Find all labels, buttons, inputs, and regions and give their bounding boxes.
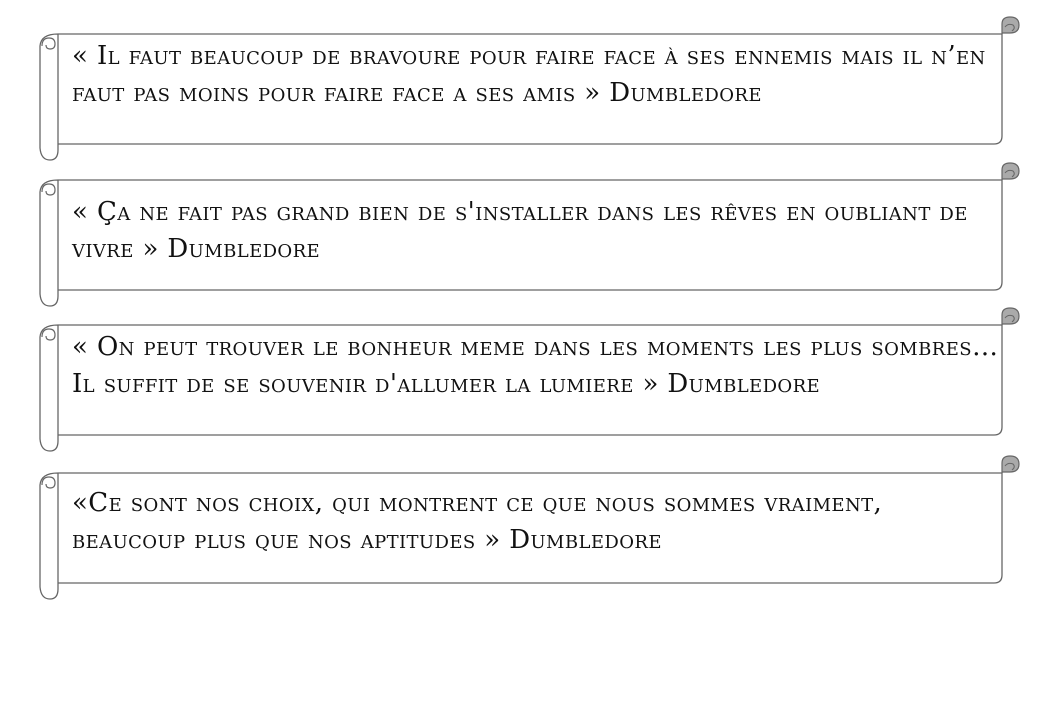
quote-scroll-2 bbox=[38, 162, 1022, 308]
quote-scroll-4 bbox=[38, 455, 1022, 601]
quote-text-2: « Ça ne fait pas grand bien de s'installer dans les rêves en oubliant de vivre » Dumbledore bbox=[72, 197, 968, 264]
quote-text-1: « Il faut beaucoup de bravoure pour faire face à ses ennemis mais il n’en faut pas moins pour faire face a ses amis » Dumbledore bbox=[72, 41, 986, 108]
quote-scroll-1 bbox=[38, 16, 1022, 162]
quote-text-4: «Ce sont nos choix, qui montrent ce que nous sommes vraiment, beaucoup plus que nos aptitudes » Dumbledore bbox=[72, 488, 883, 555]
quote-text-3: « On peut trouver le bonheur meme dans les moments les plus sombres… Il suffit de se souvenir d'allumer la lumiere » Dumbledore bbox=[72, 332, 999, 399]
quote-scroll-3 bbox=[38, 307, 1022, 453]
